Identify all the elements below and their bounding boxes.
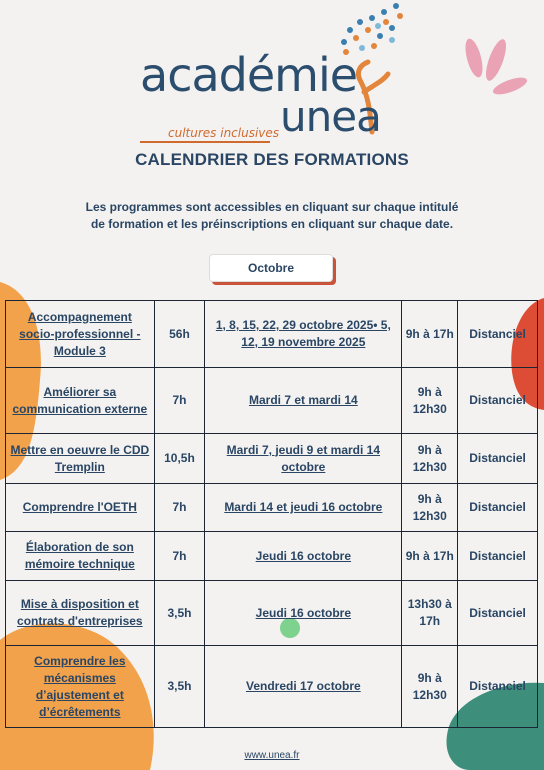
training-mode: Distanciel bbox=[469, 451, 526, 465]
training-time: 9h à 17h bbox=[405, 326, 454, 341]
table-row bbox=[6, 301, 538, 368]
training-hours: 7h bbox=[172, 500, 187, 514]
training-hours-cell bbox=[154, 532, 205, 581]
training-mode: Distanciel bbox=[469, 500, 526, 514]
training-dates-cell[interactable] bbox=[205, 581, 402, 646]
training-mode-cell bbox=[458, 301, 538, 368]
training-name-cell[interactable] bbox=[6, 532, 155, 581]
training-dates-cell[interactable] bbox=[205, 434, 402, 484]
table-row bbox=[6, 581, 538, 646]
training-dates-link[interactable]: Jeudi 16 octobre bbox=[255, 548, 352, 563]
training-mode: Distanciel bbox=[469, 548, 526, 563]
academie-unea-logo bbox=[0, 0, 544, 150]
training-dates-link[interactable]: Jeudi 16 octobre bbox=[255, 605, 352, 620]
training-name-link[interactable]: Élaboration de son mémoire technique bbox=[24, 540, 135, 571]
training-name-cell[interactable] bbox=[6, 484, 155, 532]
training-hours-cell bbox=[154, 368, 205, 434]
training-dates-cell[interactable] bbox=[205, 484, 402, 532]
training-dates-cell[interactable] bbox=[205, 368, 402, 434]
training-time-cell bbox=[402, 646, 458, 728]
training-dates-link[interactable]: Vendredi 17 octobre bbox=[245, 679, 361, 693]
training-name-link[interactable]: Améliorer sa communication externe bbox=[12, 384, 148, 416]
training-time: 13h30 à 17h bbox=[407, 597, 452, 628]
footer-link[interactable]: www.unea.fr bbox=[244, 750, 300, 761]
training-time-cell bbox=[402, 368, 458, 434]
training-dates-link[interactable]: Mardi 14 et jeudi 16 octobre bbox=[224, 500, 383, 514]
training-hours-cell bbox=[154, 301, 205, 368]
training-name-link[interactable]: Comprendre les mécanismes d’ajustement et d’écrêtements bbox=[34, 653, 126, 719]
training-time-cell bbox=[402, 581, 458, 646]
logo-text-unea: unea bbox=[280, 92, 381, 141]
training-mode-cell bbox=[458, 646, 538, 728]
training-time: 9h à 17h bbox=[405, 548, 454, 563]
training-dates-link[interactable]: Mardi 7 et mardi 14 bbox=[248, 393, 358, 407]
training-hours: 56h bbox=[169, 326, 190, 341]
training-name-link[interactable]: Comprendre l'OETH bbox=[22, 500, 137, 514]
training-mode: Distanciel bbox=[469, 393, 526, 407]
training-mode-cell bbox=[458, 484, 538, 532]
training-time-cell bbox=[402, 434, 458, 484]
training-hours: 7h bbox=[172, 393, 187, 407]
training-dates-cell[interactable] bbox=[205, 532, 402, 581]
training-name-cell[interactable] bbox=[6, 301, 155, 368]
training-mode-cell bbox=[458, 368, 538, 434]
intro-text: Les programmes sont accessibles en cliquant sur chaque intitulé de formation et les préinscriptions en cliquant sur chaque date. bbox=[85, 200, 459, 231]
table-row bbox=[6, 368, 538, 434]
training-hours-cell bbox=[154, 646, 205, 728]
training-time: 9h à 12h30 bbox=[412, 442, 447, 474]
training-mode-cell bbox=[458, 532, 538, 581]
training-name-cell[interactable] bbox=[6, 434, 155, 484]
training-mode-cell bbox=[458, 581, 538, 646]
training-mode: Distanciel bbox=[469, 326, 526, 341]
training-hours-cell bbox=[154, 484, 205, 532]
training-name-link[interactable]: Accompagnement socio-professionnel - Module 3 bbox=[19, 309, 141, 358]
table-row bbox=[6, 532, 538, 581]
logo-text-academie: académie bbox=[140, 48, 358, 102]
training-hours: 7h bbox=[172, 548, 187, 563]
training-hours: 3,5h bbox=[167, 605, 192, 620]
training-dates-cell[interactable] bbox=[205, 646, 402, 728]
training-dates-cell[interactable] bbox=[205, 301, 402, 368]
logo-tagline: cultures inclusives bbox=[168, 126, 280, 140]
training-time: 9h à 12h30 bbox=[412, 491, 447, 523]
training-name-cell[interactable] bbox=[6, 581, 155, 646]
table-row bbox=[6, 434, 538, 484]
training-hours: 10,5h bbox=[164, 451, 195, 465]
training-mode-cell bbox=[458, 434, 538, 484]
training-dates-link[interactable]: 1, 8, 15, 22, 29 octobre 2025• 5, 12, 19 novembre 2025 bbox=[215, 318, 391, 349]
training-time-cell bbox=[402, 532, 458, 581]
training-time-cell bbox=[402, 301, 458, 368]
training-calendar-table bbox=[5, 300, 538, 728]
training-name-cell[interactable] bbox=[6, 646, 155, 728]
page-title: CALENDRIER DES FORMATIONS bbox=[135, 150, 409, 169]
training-hours-cell bbox=[154, 434, 205, 484]
month-button[interactable]: Octobre bbox=[209, 254, 333, 282]
training-name-link[interactable]: Mise à disposition et contrats d'entreprises bbox=[17, 597, 143, 628]
logo-underline bbox=[140, 141, 270, 143]
training-time-cell bbox=[402, 484, 458, 532]
training-mode: Distanciel bbox=[469, 679, 526, 693]
training-name-cell[interactable] bbox=[6, 368, 155, 434]
training-time: 9h à 12h30 bbox=[412, 384, 447, 416]
table-row bbox=[6, 646, 538, 728]
training-hours-cell bbox=[154, 581, 205, 646]
training-name-link[interactable]: Mettre en oeuvre le CDD Tremplin bbox=[10, 442, 150, 474]
table-row bbox=[6, 484, 538, 532]
training-mode: Distanciel bbox=[469, 605, 526, 620]
training-time: 9h à 12h30 bbox=[412, 670, 447, 702]
training-dates-link[interactable]: Mardi 7, jeudi 9 et mardi 14 octobre bbox=[226, 442, 381, 474]
training-hours: 3,5h bbox=[167, 679, 192, 693]
